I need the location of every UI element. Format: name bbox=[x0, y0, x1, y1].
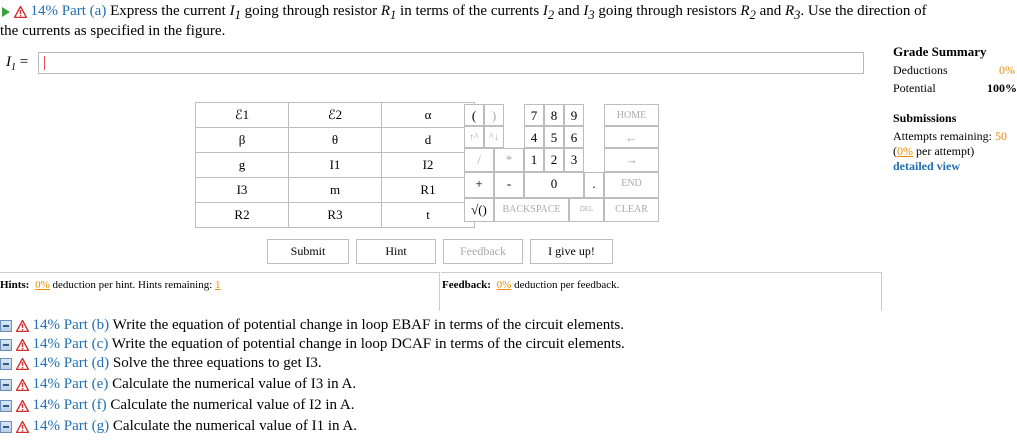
warning-icon bbox=[14, 6, 27, 18]
part-f-text: Calculate the numerical value of I2 in A. bbox=[110, 397, 355, 413]
key-sqrt[interactable]: √() bbox=[464, 198, 494, 222]
key-i1[interactable]: I1 bbox=[289, 153, 382, 178]
part-a-percent: 14% bbox=[30, 3, 58, 19]
collapse-icon[interactable] bbox=[0, 400, 12, 412]
key-g[interactable]: g bbox=[196, 153, 289, 178]
answer-input[interactable] bbox=[38, 52, 864, 74]
feedback-bar bbox=[441, 272, 882, 311]
part-f-percent: 14% bbox=[32, 397, 60, 413]
warning-icon bbox=[16, 379, 29, 391]
key-theta[interactable]: θ bbox=[289, 128, 382, 153]
key-r2[interactable]: R2 bbox=[196, 203, 289, 228]
part-g-row[interactable] bbox=[0, 418, 357, 435]
grade-summary bbox=[893, 44, 1017, 96]
key-divide[interactable]: / bbox=[464, 148, 494, 172]
warning-icon bbox=[16, 339, 29, 351]
key-end[interactable]: END bbox=[604, 172, 659, 198]
key-i3[interactable]: I3 bbox=[196, 178, 289, 203]
part-e-label: Part (e) bbox=[63, 376, 109, 392]
part-c-percent: 14% bbox=[32, 336, 60, 352]
key-alpha[interactable]: α bbox=[382, 103, 475, 128]
part-e-percent: 14% bbox=[32, 376, 60, 392]
key-dot[interactable]: . bbox=[584, 172, 604, 198]
part-d-row[interactable] bbox=[0, 355, 322, 372]
key-lparen[interactable]: ( bbox=[464, 104, 484, 126]
key-6[interactable]: 6 bbox=[564, 126, 584, 148]
submissions-title: Submissions bbox=[893, 111, 957, 125]
part-e-row[interactable] bbox=[0, 376, 356, 393]
text-caret bbox=[44, 56, 45, 70]
key-emf-1[interactable]: ℰ1 bbox=[196, 103, 289, 128]
part-e-text: Calculate the numerical value of I3 in A. bbox=[112, 376, 357, 392]
part-a-label: Part (a) bbox=[61, 3, 107, 19]
feedback-button[interactable]: Feedback bbox=[443, 239, 523, 264]
key-rparen[interactable]: ) bbox=[484, 104, 504, 126]
key-r1[interactable]: R1 bbox=[382, 178, 475, 203]
part-b-percent: 14% bbox=[32, 317, 60, 333]
key-r3[interactable]: R3 bbox=[289, 203, 382, 228]
key-home[interactable]: HOME bbox=[604, 104, 659, 126]
part-d-percent: 14% bbox=[32, 355, 60, 371]
hints-label: Hints: bbox=[0, 279, 30, 291]
key-9[interactable]: 9 bbox=[564, 104, 584, 126]
hints-text: deduction per hint. Hints remaining: bbox=[49, 279, 213, 291]
key-left-arrow[interactable]: ← bbox=[604, 126, 659, 148]
key-i2[interactable]: I2 bbox=[382, 153, 475, 178]
warning-icon bbox=[16, 400, 29, 412]
grade-summary-title: Grade Summary bbox=[893, 44, 987, 59]
key-3[interactable]: 3 bbox=[564, 148, 584, 172]
key-clear[interactable]: CLEAR bbox=[604, 198, 659, 222]
attempts-value: 50 bbox=[994, 129, 1007, 143]
key-del[interactable]: DEL bbox=[569, 198, 604, 222]
part-d-text: Solve the three equations to get I3. bbox=[112, 355, 322, 371]
collapse-icon[interactable] bbox=[0, 320, 12, 332]
part-b-label: Part (b) bbox=[63, 317, 110, 333]
part-c-row[interactable] bbox=[0, 336, 625, 353]
deductions-value: 0% bbox=[999, 63, 1015, 77]
part-f-row[interactable] bbox=[0, 397, 355, 414]
collapse-icon[interactable] bbox=[0, 358, 12, 370]
detailed-view-link[interactable]: detailed view bbox=[893, 159, 960, 173]
key-7[interactable]: 7 bbox=[524, 104, 544, 126]
key-d[interactable]: d bbox=[382, 128, 475, 153]
key-plus[interactable]: + bbox=[464, 172, 494, 198]
collapse-icon[interactable] bbox=[0, 379, 12, 391]
part-g-label: Part (g) bbox=[63, 418, 110, 434]
feedback-label: Feedback: bbox=[442, 279, 491, 291]
key-1[interactable]: 1 bbox=[524, 148, 544, 172]
hints-deduction-pct: 0% bbox=[35, 279, 50, 291]
feedback-deduction-pct: 0% bbox=[496, 279, 512, 291]
collapse-icon[interactable] bbox=[0, 421, 12, 433]
warning-icon bbox=[16, 358, 29, 370]
feedback-text: deduction per feedback. bbox=[511, 279, 620, 291]
part-g-text: Calculate the numerical value of I1 in A. bbox=[112, 418, 357, 434]
key-0[interactable]: 0 bbox=[524, 172, 584, 198]
part-a-question-line2: the currents as specified in the figure. bbox=[0, 23, 226, 39]
part-g-percent: 14% bbox=[32, 418, 60, 434]
key-t[interactable]: t bbox=[382, 203, 475, 228]
key-multiply[interactable]: * bbox=[494, 148, 524, 172]
potential-value: 100% bbox=[987, 81, 1017, 95]
key-down[interactable]: ^↓ bbox=[484, 126, 504, 148]
part-b-row[interactable] bbox=[0, 317, 624, 334]
key-beta[interactable]: β bbox=[196, 128, 289, 153]
key-8[interactable]: 8 bbox=[544, 104, 564, 126]
key-emf-2[interactable]: ℰ2 bbox=[289, 103, 382, 128]
part-a-question: Express the current $I_1$ going through resistor $R_1$ in terms of the currents $I_2$ and $I_3$ going through resistors $R_2$ and $R_3$. Use the direction of bbox=[110, 3, 927, 22]
give-up-button[interactable]: I give up! bbox=[530, 239, 613, 264]
key-up[interactable]: ↑^ bbox=[464, 126, 484, 148]
hints-bar bbox=[0, 272, 440, 311]
per-attempt-text: per attempt) bbox=[913, 144, 975, 158]
submit-button[interactable]: Submit bbox=[267, 239, 349, 264]
per-attempt-pct: 0% bbox=[897, 144, 913, 158]
submissions-panel: Submissions Attempts remaining: 50 (0% per attempt) detailed view bbox=[893, 111, 1007, 173]
part-d-label: Part (d) bbox=[63, 355, 110, 371]
warning-icon bbox=[16, 320, 29, 332]
potential-label: Potential bbox=[893, 81, 936, 95]
answer-label: $I_1$ = bbox=[6, 54, 29, 73]
key-right-arrow[interactable]: → bbox=[604, 148, 659, 172]
play-icon[interactable] bbox=[2, 7, 10, 17]
part-c-label: Part (c) bbox=[63, 336, 109, 352]
key-4[interactable]: 4 bbox=[524, 126, 544, 148]
part-f-label: Part (f) bbox=[63, 397, 107, 413]
warning-icon bbox=[16, 421, 29, 433]
symbol-keyboard bbox=[195, 102, 475, 228]
deductions-label: Deductions bbox=[893, 63, 948, 77]
part-c-text: Write the equation of potential change in loop DCAF in terms of the circuit elements. bbox=[111, 336, 625, 352]
key-m[interactable]: m bbox=[289, 178, 382, 203]
hint-button[interactable]: Hint bbox=[356, 239, 436, 264]
collapse-icon[interactable] bbox=[0, 339, 12, 351]
key-2[interactable]: 2 bbox=[544, 148, 564, 172]
part-b-text: Write the equation of potential change in loop EBAF in terms of the circuit elements. bbox=[112, 317, 624, 333]
key-backspace[interactable]: BACKSPACE bbox=[494, 198, 569, 222]
key-5[interactable]: 5 bbox=[544, 126, 564, 148]
attempts-label: Attempts remaining: bbox=[893, 129, 992, 143]
hints-remaining: 1 bbox=[215, 279, 221, 291]
key-minus[interactable]: - bbox=[494, 172, 524, 198]
part-a-header bbox=[2, 3, 927, 23]
